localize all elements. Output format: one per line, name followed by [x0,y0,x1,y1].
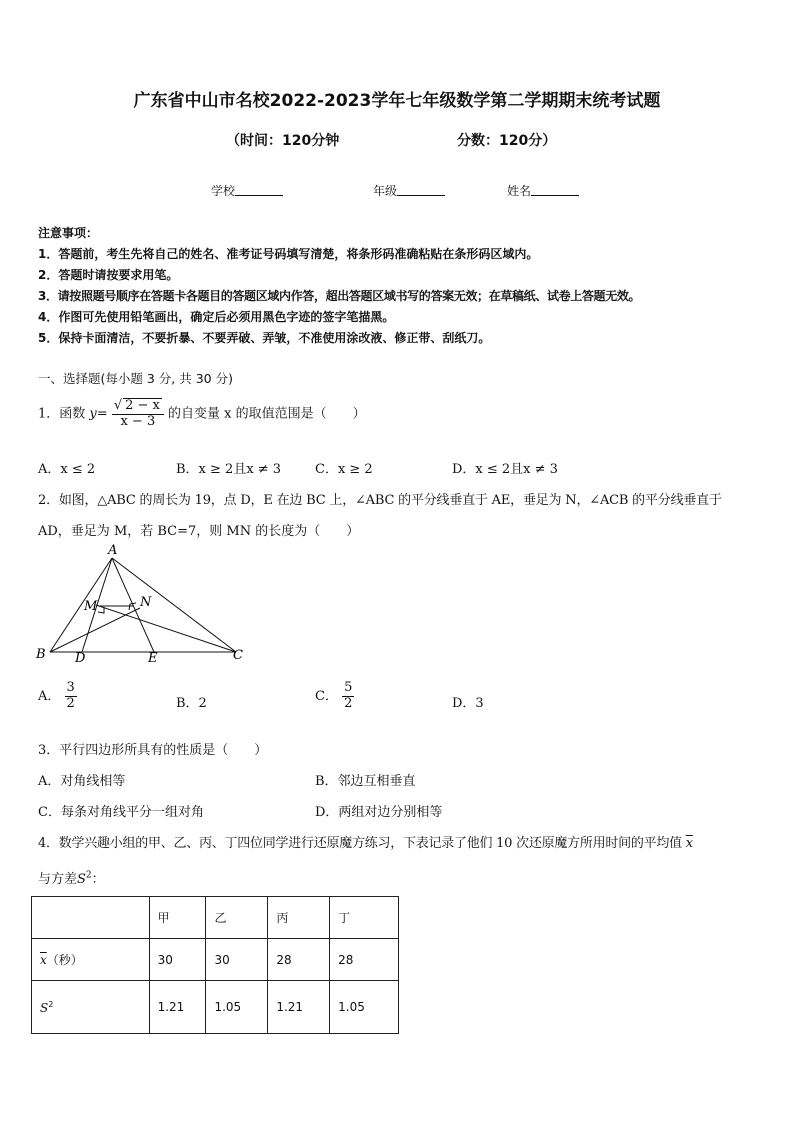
name-blank[interactable] [531,183,579,196]
table-header-cell: 乙 [206,897,268,939]
q2-option-d[interactable]: D．3 [452,696,484,711]
school-label: 学校 [211,184,236,198]
table-row-label [32,939,150,981]
note-item: 5．保持卡面清洁，不要折暴、不要弄破、弄皱，不准使用涂改液、修正带、刮纸刀。 [38,331,491,345]
table-header-cell [32,897,150,939]
bisector-b [50,608,140,652]
q4-line2-suffix: ： [91,872,105,887]
table-header-cell: 甲 [149,897,206,939]
q1-option-a[interactable]: A．x ≤ 2 [38,462,96,477]
table-cell: 28 [268,939,330,981]
q3-stem: 3．平行四边形所具有的性质是（ ） [38,743,268,758]
q2-option-a-label: A． [38,688,61,704]
notes-heading: 注意事项： [38,226,99,240]
school-blank[interactable] [235,183,283,196]
q1-prefix: 1．函数 [38,406,86,422]
q1-suffix: 的自变量 x 的取值范围是（ ） [168,406,366,422]
q1-fraction: $\frac{√ 2 - x}{x - 3}$ [112,398,164,430]
q2-stem-line1: 2．如图，△ABC 的周长为 19，点 D，E 在边 BC 上，∠ABC 的平分线垂直于 AE，垂足为 N，∠ACB 的平分线垂直于 [38,493,722,508]
note-item: 4．作图可先使用铅笔画出，确定后必须用黑色字迹的签字笔描黑。 [38,310,395,324]
table-row-label [32,981,150,1034]
label-c: C [233,648,243,663]
q1-option-d[interactable]: D．x ≤ 2且x ≠ 3 [452,462,558,477]
section-heading: 一、选择题(每小题 3 分, 共 30 分) [38,371,233,386]
table-cell: 1.21 [149,981,206,1034]
note-item: 2．答题时请按要求用笔。 [38,268,179,282]
q2-option-a-num: 3 [66,680,75,695]
q4-s: S [77,872,86,887]
label-b: B [36,647,46,662]
note-item: 1．答题前，考生先将自己的姓名、准考证号码填写清楚，将条形码准确粘贴在条形码区域内。 [38,247,539,261]
q2-option-c-den: 2 [344,695,353,711]
q4-line1-text: 4．数学兴趣小组的甲、乙、丙、丁四位同学进行还原魔方练习，下表记录了他们 10 次还原魔方所用时间的平均值 [38,836,682,851]
table-sup: 2 [48,999,54,1009]
q3-option-d[interactable]: D．两组对边分别相等 [315,805,443,820]
q4-stem-line1 [38,832,693,851]
table-row [32,939,399,981]
table-cell: 28 [330,939,399,981]
q4-line2-prefix: 与方差 [38,872,78,887]
grade-label: 年级 [373,184,398,198]
q4-sup: 2 [85,870,92,881]
page-title: 广东省中山市名校2022-2023学年七年级数学第二学期期末统考试题 [133,91,661,111]
label-d: D [75,651,86,666]
q4-stem-line2 [38,868,105,887]
q2-option-a[interactable] [38,681,77,712]
bisector-c [96,605,236,652]
table-cell: 1.05 [206,981,268,1034]
table-row [32,981,399,1034]
q2-option-a-den: 2 [66,695,75,711]
q2-option-c-label: C． [315,688,338,704]
label-n: N [140,595,152,610]
q1-y: y [89,406,97,422]
exam-score: 分数：120分） [457,133,557,149]
q2-option-c[interactable] [315,681,354,712]
table-cell: 1.05 [330,981,399,1034]
q3-option-c[interactable]: C．每条对角线平分一组对角 [38,805,204,820]
q1-numerator: 2 − x [125,398,160,413]
grade-field[interactable] [373,182,445,199]
q4-xbar: $\overline{x}$ [685,836,693,851]
label-m: M [84,599,98,614]
label-e: E [148,651,158,666]
table-header-cell: 丙 [268,897,330,939]
table-cell: 30 [206,939,268,981]
name-label: 姓名 [507,184,532,198]
table-cell: 1.21 [268,981,330,1034]
name-field[interactable] [507,182,579,199]
table-s: S [40,1000,49,1015]
q1-eq: = [96,406,108,422]
side-ac [112,558,236,652]
q1-option-c[interactable]: C．x ≥ 2 [315,462,373,477]
q2-option-b[interactable]: B．2 [176,696,207,711]
q1-denominator: x − 3 [120,413,156,429]
q3-option-b[interactable]: B．邻边互相垂直 [315,774,416,789]
exam-time: （时间：120分钟 [226,133,340,149]
q2-option-c-num: 5 [344,680,353,695]
triangle-figure [30,542,260,672]
q2-stem-line2: AD，垂足为 M，若 BC=7，则 MN 的长度为（ ） [38,524,360,539]
school-field[interactable] [211,182,283,199]
note-item: 3．请按照题号顺序在答题卡各题目的答题区域内作答，超出答题区域书写的答案无效；在草稿纸、试卷上答题无效。 [38,289,641,303]
table-cell: 30 [149,939,206,981]
question-1 [38,398,366,430]
q4-table [31,896,399,1034]
table-unit: （秒） [46,953,83,967]
q3-option-a[interactable]: A．对角线相等 [38,774,126,789]
side-ab [50,558,112,652]
label-a: A [108,543,118,558]
grade-blank[interactable] [397,183,445,196]
table-header-row [32,897,399,939]
q1-option-b[interactable]: B．x ≥ 2且x ≠ 3 [176,462,282,477]
table-xbar: $\overline{x}$ [40,953,47,967]
table-header-cell: 丁 [330,897,399,939]
